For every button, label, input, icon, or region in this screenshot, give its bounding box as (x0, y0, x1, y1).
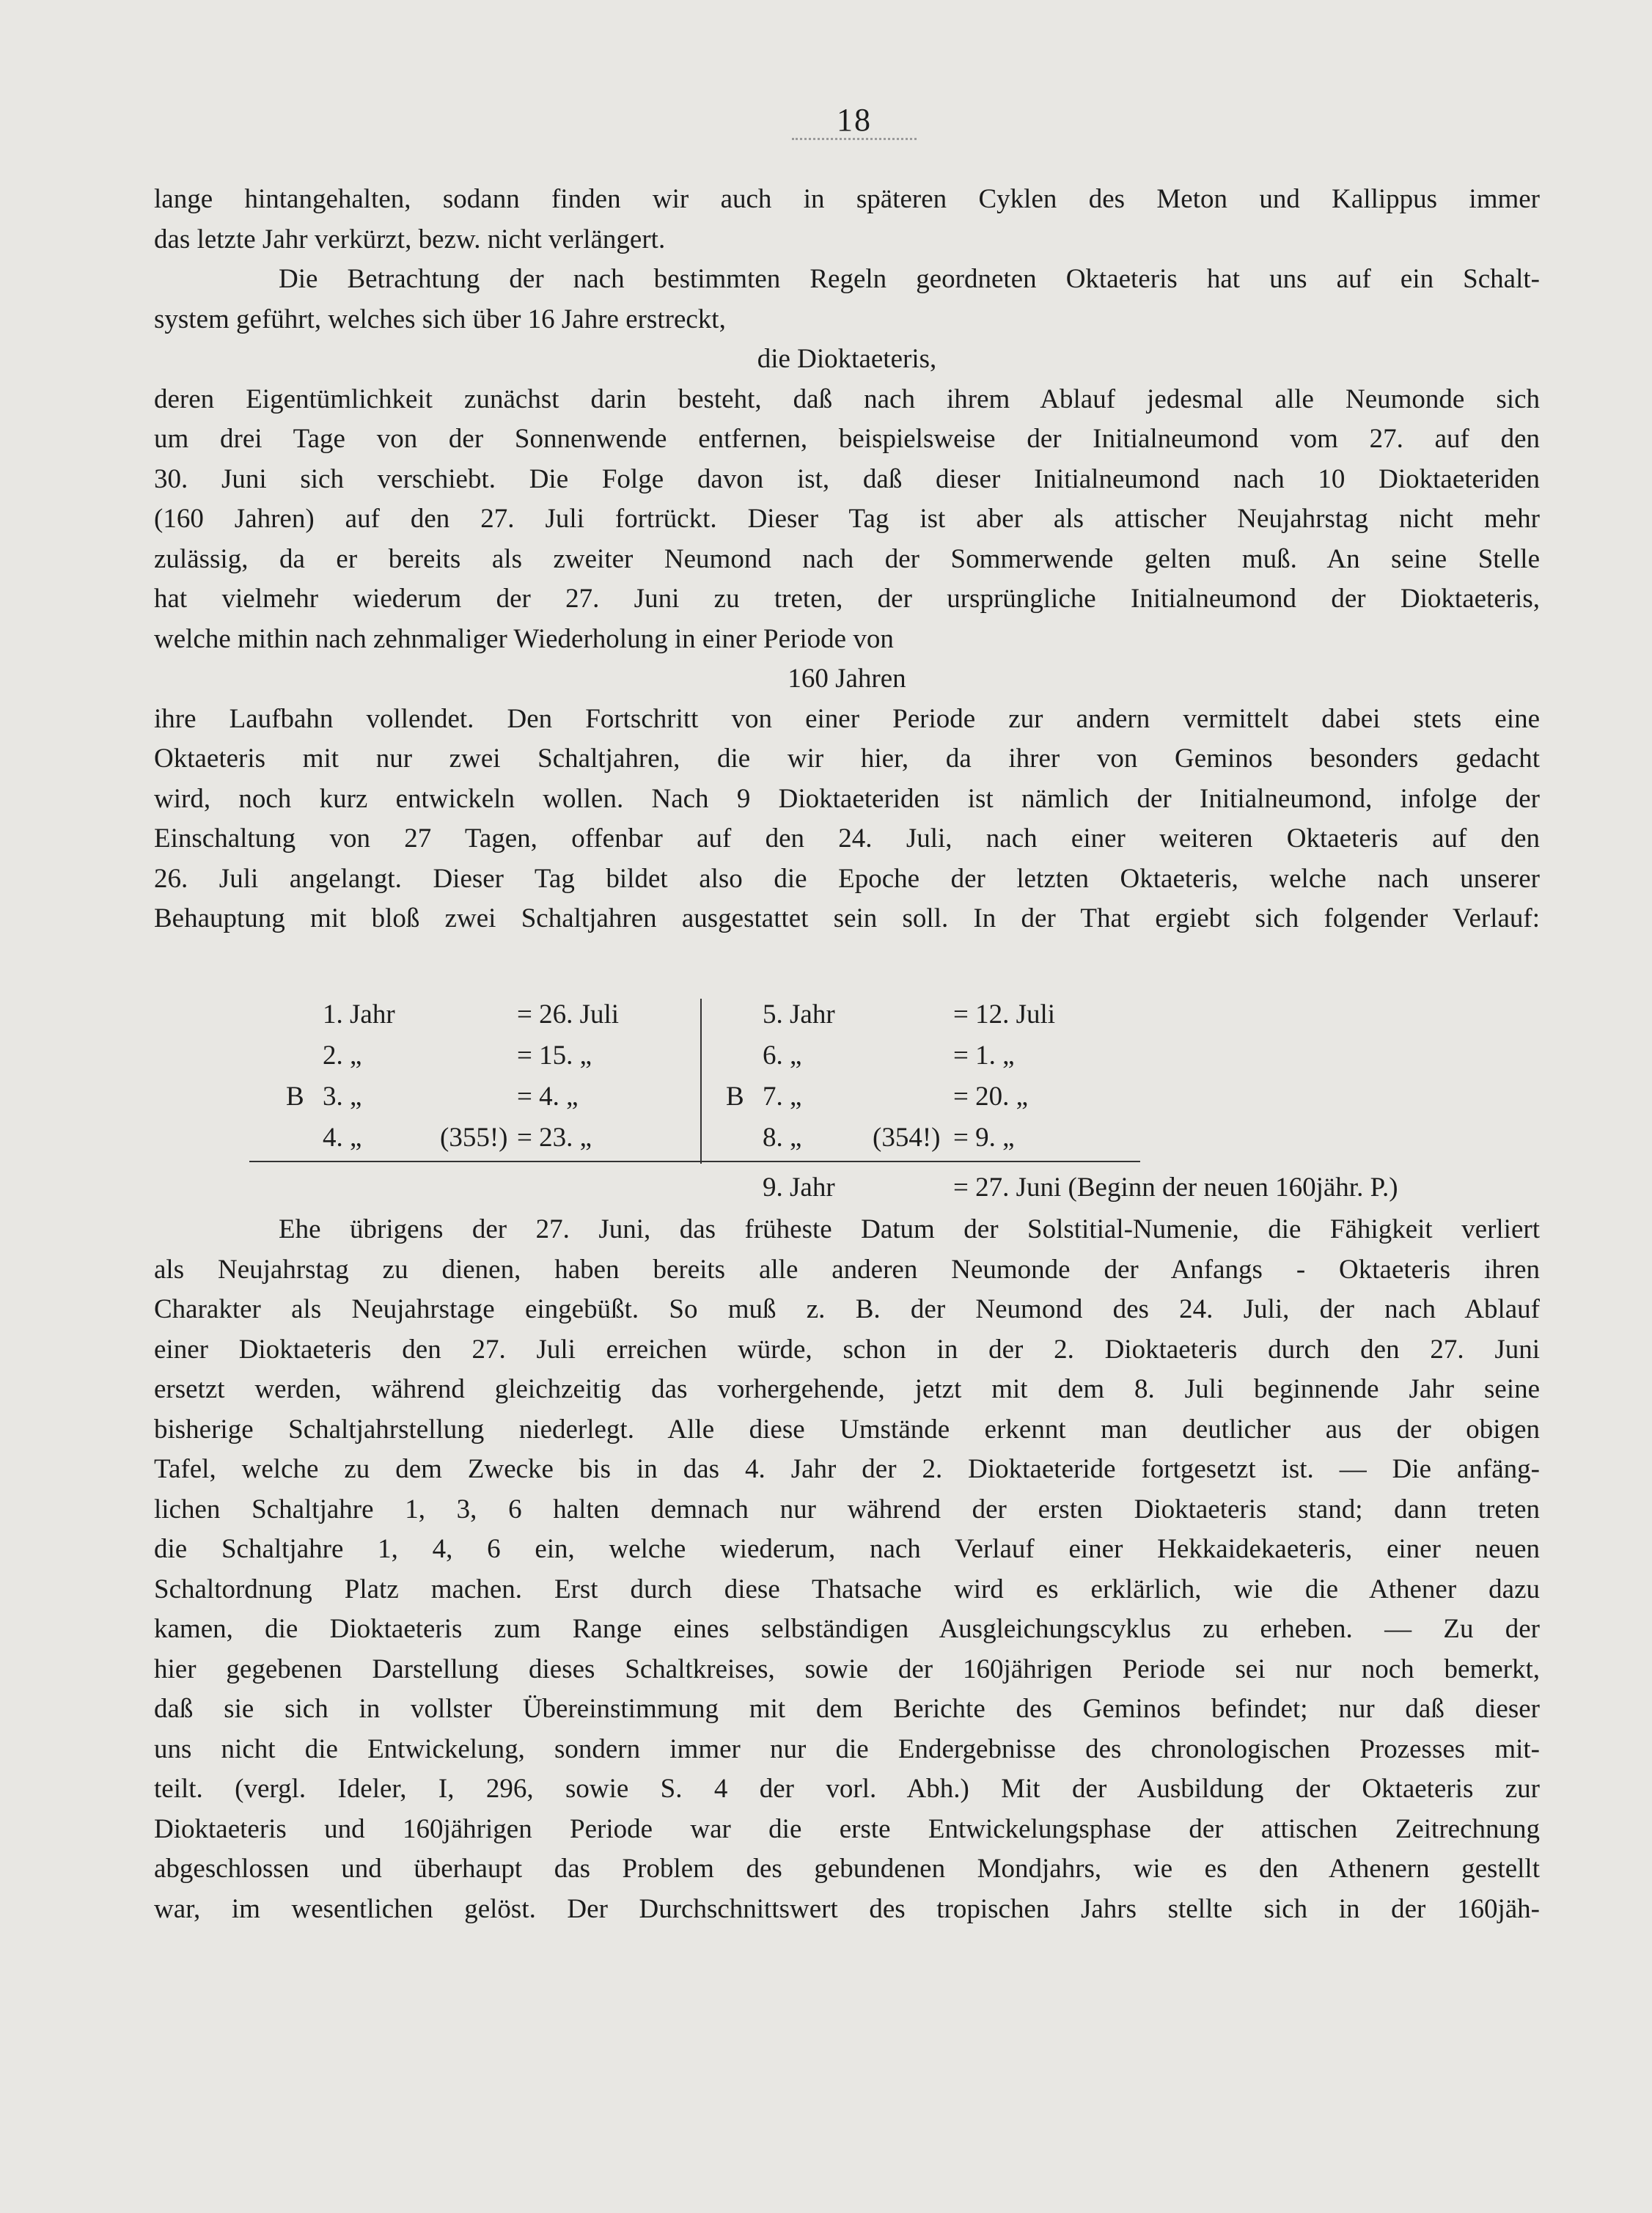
text-line: Charakter als Neujahrstage eingebüßt. So muß z. B. der Neumond des 24. Juli, der nach Ablauf (154, 1294, 1540, 1324)
page-number-underline (792, 138, 917, 140)
table-cell-year: 3. „ (323, 1082, 362, 1112)
text-line: einer Dioktaeteris den 27. Juli erreichen würde, schon in der 2. Dioktaeteris durch den 27. Juni (154, 1334, 1540, 1365)
text-line: war, im wesentlichen gelöst. Der Durchschnittswert des tropischen Jahrs stellte sich in der 160jäh- (154, 1893, 1540, 1924)
table-cell-note: (355!) (440, 1123, 508, 1153)
body-text-top (154, 180, 1540, 939)
table-cell-year: 6. „ (763, 1041, 802, 1071)
table-cell-date: = 4. „ (517, 1082, 579, 1112)
text-line: hat vielmehr wiederum der 27. Juni zu treten, der ursprüngliche Initialneumond der Dioktaeteris, (154, 584, 1540, 614)
intercalation-table (249, 999, 1525, 1219)
text-line: Oktaeteris mit nur zwei Schaltjahren, die wir hier, da ihrer von Geminos besonders gedacht (154, 744, 1540, 774)
text-line: welche mithin nach zehnmaliger Wiederholung in einer Periode von (154, 623, 894, 654)
table-cell-date: = 20. „ (953, 1082, 1029, 1112)
text-line: die Dioktaeteris, (757, 344, 937, 374)
text-line: Schaltordnung Platz machen. Erst durch diese Thatsache wird es erklärlich, wie die Athener dazu (154, 1574, 1540, 1604)
text-line: um drei Tage von der Sonnenwende entfernen, beispielsweise der Initialneumond vom 27. auf den (154, 424, 1540, 454)
table-total-date: = 27. Juni (Beginn der neuen 160jähr. P.) (953, 1172, 1398, 1203)
text-line: 160 Jahren (788, 664, 906, 694)
table-divider-vertical (700, 999, 702, 1164)
table-cell-date: = 12. Juli (953, 999, 1056, 1030)
table-cell-year: 5. Jahr (763, 999, 835, 1030)
table-cell-year: 4. „ (323, 1123, 362, 1153)
text-line: deren Eigentümlichkeit zunächst darin besteht, daß nach ihrem Ablauf jedesmal alle Neumonde sich (154, 383, 1540, 414)
text-line: daß sie sich in vollster Übereinstimmung mit dem Berichte des Geminos befindet; nur daß dieser (154, 1694, 1540, 1724)
table-cell-year: 8. „ (763, 1123, 802, 1153)
text-line: Tafel, welche zu dem Zwecke bis in das 4. Jahr der 2. Dioktaeteride fortgesetzt ist. — Die anfäng- (154, 1454, 1540, 1484)
text-line: hier gegebenen Darstellung dieses Schaltkreises, sowie der 160jährigen Periode sei nur noch bemerkt, (154, 1654, 1540, 1684)
page-number: 18 (837, 102, 872, 138)
table-cell-year: 7. „ (763, 1082, 802, 1112)
text-line: lichen Schaltjahre 1, 3, 6 halten demnach nur während der ersten Dioktaeteris stand; dann treten (154, 1494, 1540, 1524)
text-line: ihre Laufbahn vollendet. Den Fortschritt von einer Periode zur andern vermittelt dabei stets eine (154, 703, 1540, 734)
text-line: Dioktaeteris und 160jährigen Periode war die erste Entwickelungsphase der attischen Zeitrechnung (154, 1813, 1540, 1844)
text-line: die Schaltjahre 1, 4, 6 ein, welche wiederum, nach Verlauf einer Hekkaidekaeteris, einer neuen (154, 1534, 1540, 1564)
table-cell-date: = 26. Juli (517, 999, 620, 1030)
text-line: Ehe übrigens der 27. Juni, das früheste Datum der Solstitial-Numenie, die Fähigkeit verliert (279, 1214, 1540, 1244)
table-cell-year: 2. „ (323, 1041, 362, 1071)
text-line: (160 Jahren) auf den 27. Juli fortrückt. Dieser Tag ist aber als attischer Neujahrstag nicht mehr (154, 504, 1540, 534)
text-line: uns nicht die Entwickelung, sondern immer nur die Endergebnisse des chronologischen Prozesses mit- (154, 1733, 1540, 1764)
text-line: wird, noch kurz entwickeln wollen. Nach 9 Dioktaeteriden ist nämlich der Initialneumond, infolge der (154, 783, 1540, 814)
text-line: lange hintangehalten, sodann finden wir auch in späteren Cyklen des Meton und Kallippus immer (154, 184, 1540, 214)
text-line: als Neujahrstag zu dienen, haben bereits alle anderen Neumonde der Anfangs - Oktaeteris ihren (154, 1254, 1540, 1285)
text-line: teilt. (vergl. Ideler, I, 296, sowie S. 4 der vorl. Abh.) Mit der Ausbildung der Oktaeteris zur (154, 1774, 1540, 1804)
text-line: Einschaltung von 27 Tagen, offenbar auf den 24. Juli, nach einer weiteren Oktaeteris auf den (154, 823, 1540, 854)
text-line: bisherige Schaltjahrstellung niederlegt. Alle diese Umstände erkennt man deutlicher aus der obigen (154, 1414, 1540, 1445)
table-cell-date: = 1. „ (953, 1041, 1015, 1071)
table-total-year: 9. Jahr (763, 1172, 835, 1203)
table-cell-note: (354!) (873, 1123, 941, 1153)
text-line: system geführt, welches sich über 16 Jahre erstreckt, (154, 304, 726, 334)
table-cell-year: 1. Jahr (323, 999, 395, 1030)
table-cell-date: = 23. „ (517, 1123, 592, 1153)
table-cell-date: = 15. „ (517, 1041, 592, 1071)
table-cell-leap-mark: B (286, 1082, 304, 1112)
text-line: abgeschlossen und überhaupt das Problem des gebundenen Mondjahrs, wie es den Athenern gestellt (154, 1854, 1540, 1884)
text-line: 30. Juni sich verschiebt. Die Folge davon ist, daß dieser Initialneumond nach 10 Dioktaeteriden (154, 463, 1540, 494)
text-line: kamen, die Dioktaeteris zum Range eines selbständigen Ausgleichungscyklus zu erheben. — Zu der (154, 1614, 1540, 1644)
table-cell-date: = 9. „ (953, 1123, 1015, 1153)
text-line: Die Betrachtung der nach bestimmten Regeln geordneten Oktaeteris hat uns auf ein Schalt- (279, 264, 1540, 294)
text-line: das letzte Jahr verkürzt, bezw. nicht verlängert. (154, 224, 666, 254)
table-divider-horizontal (249, 1161, 1140, 1162)
body-text-bottom (154, 1210, 1540, 1929)
text-line: ersetzt werden, während gleichzeitig das vorhergehende, jetzt mit dem 8. Juli beginnende Jahr seine (154, 1374, 1540, 1404)
text-line: 26. Juli angelangt. Dieser Tag bildet also die Epoche der letzten Oktaeteris, welche nach unserer (154, 863, 1540, 894)
text-line: Behauptung mit bloß zwei Schaltjahren ausgestattet sein soll. In der That ergiebt sich folgender Verlauf: (154, 903, 1540, 933)
table-cell-leap-mark: B (726, 1082, 744, 1112)
text-line: zulässig, da er bereits als zweiter Neumond nach der Sommerwende gelten muß. An seine Stelle (154, 543, 1540, 574)
